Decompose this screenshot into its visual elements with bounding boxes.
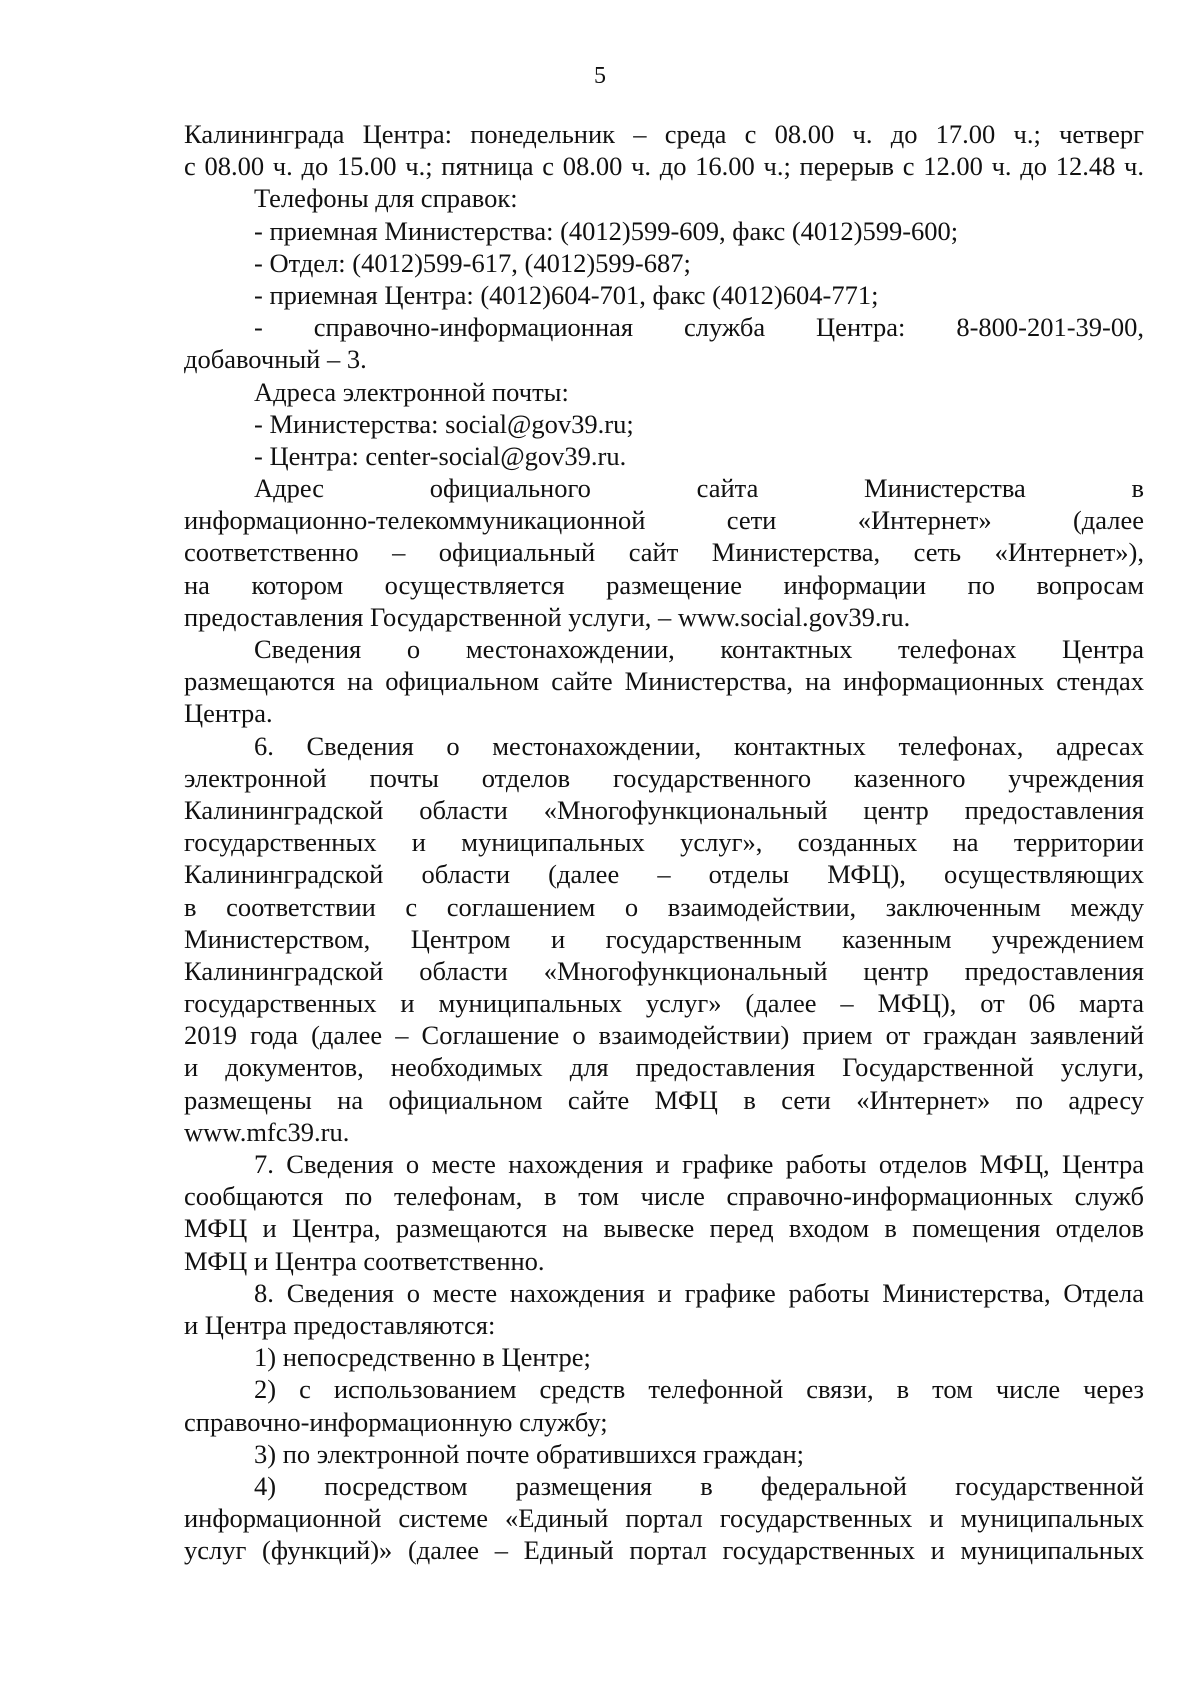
text-line: - приемная Центра: (4012)604-701, факс (4012)604-771; xyxy=(254,279,879,310)
text-line: Телефоны для справок: xyxy=(254,183,518,214)
text-line: 2) с использованием средств телефонной связи, в том числе через xyxy=(254,1374,1144,1405)
text-line: - Министерства: social@gov39.ru; xyxy=(254,408,634,439)
text-line: государственных и муниципальных услуг» (далее – МФЦ), от 06 марта xyxy=(184,988,1144,1019)
text-line: МФЦ и Центра соответственно. xyxy=(184,1245,545,1276)
text-line: www.mfc39.ru. xyxy=(184,1116,350,1147)
text-line: МФЦ и Центра, размещаются на вывеске перед входом в помещения отделов xyxy=(184,1213,1144,1244)
text-line: государственных и муниципальных услуг», созданных на территории xyxy=(184,827,1144,858)
text-line: Калининграда Центра: понедельник – среда с 08.00 ч. до 17.00 ч.; четверг xyxy=(184,119,1144,149)
text-line: 4) посредством размещения в федеральной государственной xyxy=(254,1470,1144,1501)
document-body xyxy=(184,118,1144,1566)
text-line: Калининградской области (далее – отделы МФЦ), осуществляющих xyxy=(184,859,1144,890)
text-line: Министерством, Центром и государственным казенным учреждением xyxy=(184,923,1144,954)
text-line: услуг (функций)» (далее – Единый портал государственных и муниципальных xyxy=(184,1535,1144,1566)
text-line: 6. Сведения о местонахождении, контактных телефонах, адресах xyxy=(254,730,1144,761)
text-line: соответственно – официальный сайт Министерства, сеть «Интернет»), xyxy=(184,537,1144,568)
text-line: - приемная Министерства: (4012)599-609, факс (4012)599-600; xyxy=(254,215,959,246)
text-line: и документов, необходимых для предоставления Государственной услуги, xyxy=(184,1052,1144,1083)
text-line: Калининградской области «Многофункциональный центр предоставления xyxy=(184,955,1144,986)
text-line: 7. Сведения о месте нахождения и графике работы отделов МФЦ, Центра xyxy=(254,1149,1144,1179)
text-line: Калининградской области «Многофункциональный центр предоставления xyxy=(184,794,1144,825)
page-number: 5 xyxy=(594,63,606,89)
text-line: размещаются на официальном сайте Министерства, на информационных стендах xyxy=(184,666,1144,697)
text-line: 3) по электронной почте обратившихся граждан; xyxy=(254,1438,804,1469)
text-line: предоставления Государственной услуги, – www.social.gov39.ru. xyxy=(184,601,911,632)
text-line: - справочно-информационная служба Центра: 8-800-201-39-00, xyxy=(254,312,1144,343)
text-line: - Центра: center-social@gov39.ru. xyxy=(254,440,627,471)
text-line: на котором осуществляется размещение информации по вопросам xyxy=(184,569,1144,600)
text-line: Адрес официального сайта Министерства в xyxy=(254,473,1144,504)
text-line: информационной системе «Единый портал государственных и муниципальных xyxy=(184,1503,1144,1534)
text-line: и Центра предоставляются: xyxy=(184,1309,496,1340)
text-line: в соответствии с соглашением о взаимодействии, заключенным между xyxy=(184,891,1144,922)
text-line: информационно-телекоммуникационной сети «Интернет» (далее xyxy=(184,505,1144,536)
text-line: электронной почты отделов государственного казенного учреждения xyxy=(184,762,1144,793)
text-line: - Отдел: (4012)599-617, (4012)599-687; xyxy=(254,247,691,278)
text-line: с 08.00 ч. до 15.00 ч.; пятница с 08.00 ч. до 16.00 ч.; перерыв с 12.00 ч. до 12.48 ч. xyxy=(184,151,1144,182)
text-line: 2019 года (далее – Соглашение о взаимодействии) прием от граждан заявлений xyxy=(184,1020,1144,1051)
text-line: Центра. xyxy=(184,698,273,729)
text-line: размещены на официальном сайте МФЦ в сети «Интернет» по адресу xyxy=(184,1084,1144,1115)
text-line: Адреса электронной почты: xyxy=(254,376,569,407)
text-line: Сведения о местонахождении, контактных телефонах Центра xyxy=(254,634,1144,664)
text-line: 8. Сведения о месте нахождения и графике работы Министерства, Отдела xyxy=(254,1277,1144,1308)
text-line: 1) непосредственно в Центре; xyxy=(254,1342,591,1373)
text-line: добавочный – 3. xyxy=(184,344,367,375)
text-line: сообщаются по телефонам, в том числе справочно-информационных служб xyxy=(184,1181,1144,1212)
text-line: справочно-информационную службу; xyxy=(184,1406,608,1437)
